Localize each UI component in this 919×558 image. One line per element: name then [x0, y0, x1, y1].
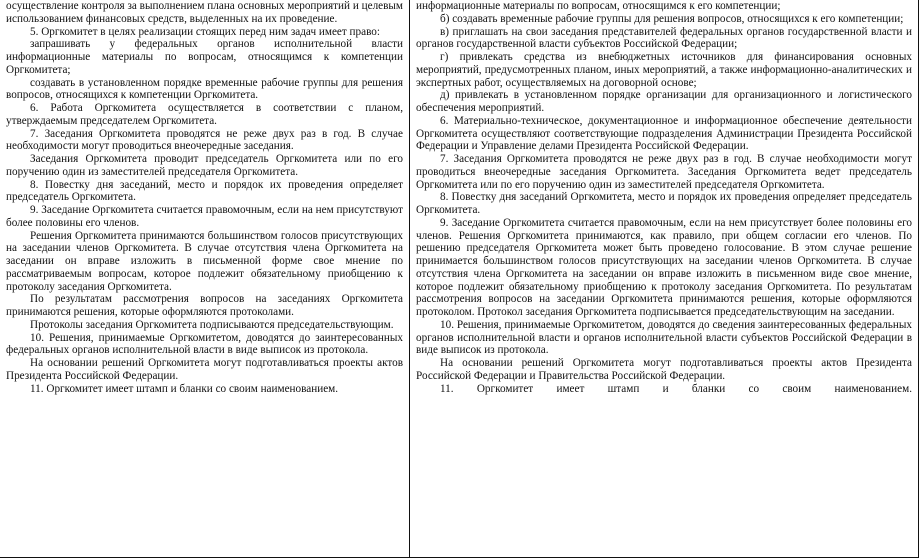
- right-paragraph-5: д) привлекать в установленном порядке организации для организационного и логистического обеспечения мероприятий.: [416, 89, 912, 114]
- right-paragraph-11: На основании решений Оргкомитета могут подготавливаться проекты актов Президента Российской Федерации и Правительства Российской Федерации.: [416, 357, 912, 382]
- left-paragraph-3: запрашивать у федеральных органов исполнительной власти информационные материалы по вопросам, относящимся к компетенции Оргкомитета;: [6, 38, 403, 76]
- left-paragraph-2: 5. Оргкомитет в целях реализации стоящих перед ним задач имеет право:: [30, 25, 381, 38]
- left-paragraph-11: По результатам рассмотрения вопросов на заседаниях Оргкомитета принимаются решения, которые оформляются протоколами.: [6, 293, 403, 318]
- right-paragraph-7: 7. Заседания Оргкомитета проводятся не реже двух раз в год. В случае необходимости могут проводиться внеочередные заседания Оргкомитета. Заседания Оргкомитета ведет председатель Оргкомитета или по его поручению один из заместителей председателя Оргкомитета.: [416, 153, 912, 191]
- left-paragraph-8: 8. Повестку дня заседаний, место и порядок их проведения определяет председатель Оргкомитета.: [6, 178, 403, 204]
- left-paragraph-5: 6. Работа Оргкомитета осуществляется в соответствии с планом, утверждаемым председателем Оргкомитета.: [6, 102, 403, 127]
- right-paragraph-12: 11. Оргкомитет имеет штамп и бланки со своим наименованием.: [440, 382, 912, 395]
- right-paragraph-2: б) создавать временные рабочие группы для решения вопросов, относящихся к его компетенции;: [440, 12, 904, 25]
- left-paragraph-15: 11. Оргкомитет имеет штамп и бланки со своим наименованием.: [30, 382, 339, 395]
- left-paragraph-10: Решения Оргкомитета принимаются большинством голосов присутствующих на заседании членов Оргкомитета. В случае отсутствия члена Оргкомитета на заседании он вправе изложить в письменной форме свое мнение по рассматриваемым вопросам, которое подлежит обязательному приобщению к протоколу заседания Оргкомитета.: [6, 229, 403, 293]
- right-paragraph-10: 10. Решения, принимаемые Оргкомитетом, доводятся до сведения заинтересованных федеральных органов исполнительной власти и органов исполнительной власти субъектов Российской Федерации в виде выписок из протокола.: [416, 318, 912, 357]
- left-paragraph-13: 10. Решения, принимаемые Оргкомитетом, доводятся до заинтересованных федеральных органов исполнительной власти в виде выписок из протокола.: [6, 331, 403, 357]
- left-paragraph-4: создавать в установленном порядке временные рабочие группы для решения вопросов, относящихся к компетенции Оргкомитета.: [6, 76, 403, 102]
- right-paragraph-4: г) привлекать средства из внебюджетных источников для финансирования основных мероприятий, предусмотренных планом, иных мероприятий, а также информационно-аналитических и экспертных работ, осуществляемых на договорной основе;: [416, 51, 912, 89]
- left-paragraph-12: Протоколы заседания Оргкомитета подписываются председательствующим.: [30, 318, 394, 331]
- right-paragraph-1: информационные материалы по вопросам, относящимся к его компетенции;: [416, 0, 781, 12]
- left-paragraph-14: На основании решений Оргкомитета могут подготавливаться проекты актов Президента Российской Федерации.: [6, 357, 403, 382]
- left-column: [0, 0, 410, 558]
- right-paragraph-8: 8. Повестку дня заседаний Оргкомитета, место и порядок их проведения определяет председатель Оргкомитета.: [416, 191, 912, 216]
- left-paragraph-9: 9. Заседание Оргкомитета считается правомочным, если на нем присутствуют более половины его членов.: [6, 204, 403, 229]
- right-column: [410, 0, 919, 558]
- right-paragraph-3: в) приглашать на свои заседания представителей федеральных органов государственной власти и органов государственной власти субъектов Российской Федерации;: [416, 25, 912, 51]
- right-paragraph-9: 9. Заседание Оргкомитета считается правомочным, если на нем присутствует более половины его членов. Решения Оргкомитета принимаются, как правило, при общем согласии его членов. По решению председателя Оргкомитета может быть проведено голосование. В этом случае решение принимается большинством голосов присутствующих на заседании членов Оргкомитета. В случае отсутствия члена Оргкомитета на заседании он вправе изложить в письменном виде свое мнение, которое подлежит обязательному приобщению к протоколу заседания Оргкомитета. По результатам рассмотрения вопросов на заседании Оргкомитета принимаются решения, которые оформляются протоколом. Протокол заседания Оргкомитета подписывается председательствующим на заседании.: [416, 216, 912, 318]
- right-paragraph-6: 6. Материально-техническое, документационное и информационное обеспечение деятельности Оргкомитета осуществляют соответствующие подразделения Администрации Президента Российской Федерации и Управление делами Президента Российской Федерации.: [416, 114, 912, 153]
- left-paragraph-1: осуществление контроля за выполнением плана основных мероприятий и целевым использованием финансовых средств, выделенных на их проведение.: [6, 0, 403, 25]
- left-paragraph-6: 7. Заседания Оргкомитета проводятся не реже двух раз в год. В случае необходимости могут проводиться внеочередные заседания.: [6, 127, 403, 153]
- left-paragraph-7: Заседания Оргкомитета проводит председатель Оргкомитета или по его поручению один из заместителей председателя Оргкомитета.: [6, 153, 403, 178]
